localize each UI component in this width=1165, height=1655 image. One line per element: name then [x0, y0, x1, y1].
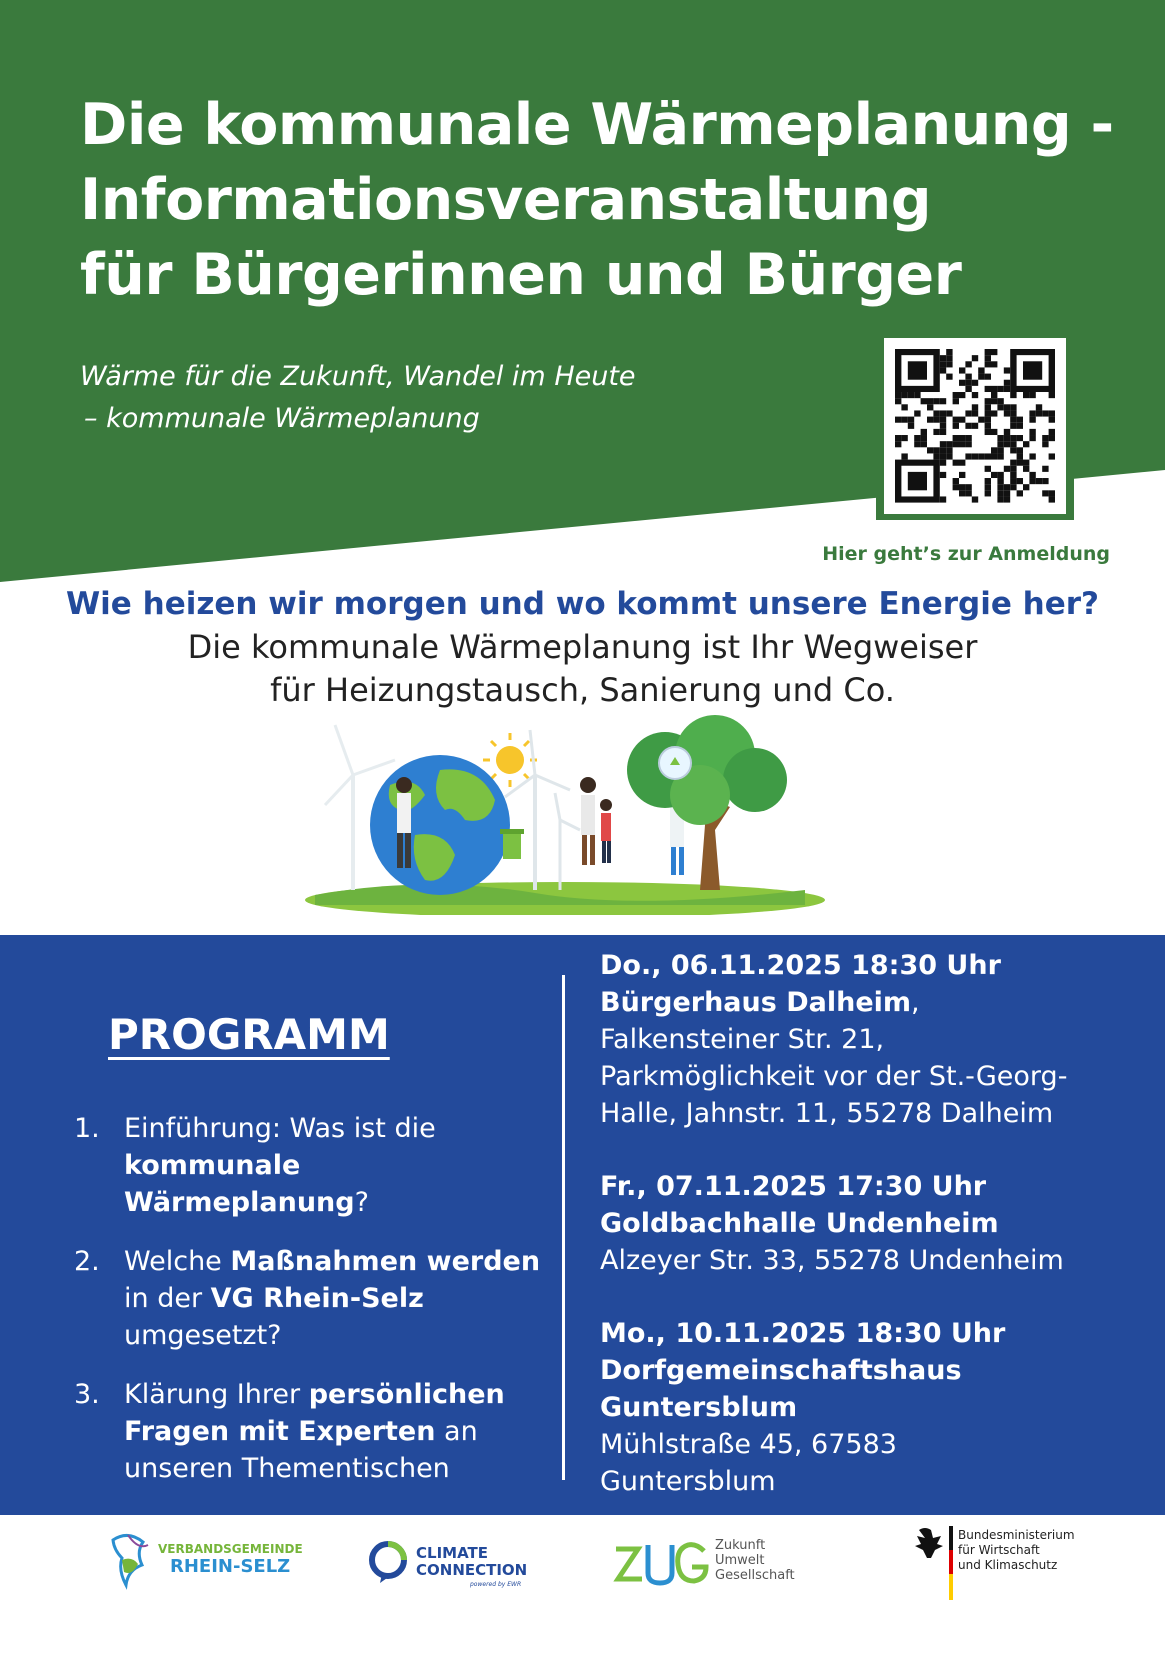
event-venue: Dorfgemeinschaftshaus Guntersblum — [600, 1355, 962, 1423]
intro-line: Die kommunale Wärmeplanung ist Ihr Wegweiser — [187, 628, 978, 666]
title-line: Informationsveranstaltung — [80, 167, 932, 233]
program-item — [74, 1110, 554, 1221]
program-item-emphasis: Maßnahmen werden — [230, 1246, 541, 1277]
climate-connection-logo-line1: CLIMATE — [416, 1544, 488, 1562]
event-date: Mo., 10.11.2025 18:30 Uhr — [600, 1318, 1006, 1349]
earth-illustration — [305, 715, 825, 915]
section-divider — [562, 975, 565, 1480]
bmwk-logo-line: für Wirtschaft — [958, 1543, 1040, 1557]
event-item — [600, 947, 1120, 1132]
rhein-selz-logo-line1: VERBANDSGEMEINDE — [158, 1542, 303, 1556]
program-item-emphasis: VG Rhein-Selz — [210, 1283, 424, 1314]
program-item-fragment: Welche — [124, 1246, 231, 1277]
event-address-line: Falkensteiner Str. 21, — [600, 1024, 885, 1055]
climate-connection-logo-icon — [368, 1540, 408, 1584]
event-address-line: Alzeyer Str. 33, 55278 Undenheim — [600, 1245, 1064, 1276]
rhein-selz-logo-line2: RHEIN-SELZ — [170, 1556, 291, 1577]
event-venue-suffix: , — [911, 987, 920, 1018]
federal-eagle-icon — [905, 1524, 955, 1604]
program-item-fragment: Einführung: Was ist die — [124, 1113, 436, 1144]
program-item-emphasis: persönlichen Fragen mit Experten — [124, 1379, 505, 1447]
event-address-line: Halle, Jahnstr. 11, 55278 Dalheim — [600, 1098, 1054, 1129]
qr-code-graphic — [884, 338, 1066, 514]
program-item-emphasis: kommunale Wärmeplanung — [124, 1150, 355, 1218]
subtitle-line: Wärme für die Zukunft, Wandel im Heute — [80, 361, 636, 392]
zug-logo-line: Umwelt — [715, 1553, 765, 1568]
program-item-text — [124, 1113, 436, 1218]
event-list — [600, 947, 1120, 1536]
program-item-fragment: an unseren Thementischen — [124, 1416, 478, 1484]
rhein-selz-logo-icon — [108, 1530, 168, 1590]
bmwk-logo-line: und Klimaschutz — [958, 1558, 1058, 1572]
climate-connection-logo-line2: CONNECTION — [416, 1561, 528, 1579]
program-heading: PROGRAMM — [108, 1010, 390, 1059]
climate-connection-logo-line3: powered by EWR — [470, 1581, 522, 1588]
program-list — [74, 1110, 554, 1509]
event-venue: Bürgerhaus Dalheim — [600, 987, 912, 1018]
intro-line: für Heizungstausch, Sanierung und Co. — [270, 671, 895, 709]
qr-caption: Hier geht’s zur Anmeldung — [822, 543, 1110, 565]
intro-question: Wie heizen wir morgen und wo kommt unsere Energie her? — [65, 586, 1100, 622]
event-item — [600, 1315, 1120, 1500]
event-date: Do., 06.11.2025 18:30 Uhr — [600, 950, 1001, 981]
program-item-text — [124, 1246, 540, 1351]
subtitle-line: – kommunale Wärmeplanung — [84, 403, 480, 434]
zug-logo-line: Gesellschaft — [715, 1568, 795, 1583]
program-item-number: 2. — [74, 1246, 100, 1277]
intro-text — [0, 626, 1165, 712]
program-item-fragment: Klärung Ihrer — [124, 1379, 309, 1410]
event-date: Fr., 07.11.2025 17:30 Uhr — [600, 1171, 987, 1202]
zug-logo-icon — [612, 1535, 712, 1593]
qr-code-icon[interactable] — [884, 338, 1066, 514]
event-venue-line — [600, 984, 1120, 1021]
program-item-text — [124, 1379, 505, 1484]
event-item — [600, 1168, 1120, 1279]
program-item — [74, 1243, 554, 1354]
qr-code-frame[interactable] — [876, 330, 1074, 520]
zug-logo-text — [715, 1538, 795, 1583]
program-item-number: 3. — [74, 1379, 100, 1410]
tree-icon — [627, 715, 787, 890]
program-item — [74, 1376, 554, 1487]
bmwk-logo-line: Bundesministerium — [958, 1528, 1075, 1542]
event-venue-line — [600, 1352, 1120, 1426]
program-item-fragment: umgesetzt? — [124, 1320, 282, 1351]
program-item-fragment: ? — [354, 1187, 369, 1218]
title-line: Die kommunale Wärmeplanung - — [80, 92, 1114, 158]
zug-logo-line: Zukunft — [715, 1538, 766, 1553]
subtitle — [80, 356, 636, 440]
recycle-bin-icon — [500, 829, 524, 859]
event-venue: Goldbachhalle Undenheim — [600, 1208, 999, 1239]
event-address-line: Parkmöglichkeit vor der St.-Georg- — [600, 1061, 1068, 1092]
program-item-fragment: in der — [124, 1283, 211, 1314]
event-address-line: Guntersblum — [600, 1466, 776, 1497]
title-line: für Bürgerinnen und Bürger — [80, 242, 962, 308]
event-venue-line — [600, 1205, 1120, 1242]
program-item-number: 1. — [74, 1113, 100, 1144]
page-title — [80, 88, 1114, 313]
bmwk-logo-text — [958, 1528, 1075, 1573]
globe-icon — [370, 755, 510, 895]
event-address-line: Mühlstraße 45, 67583 — [600, 1429, 897, 1460]
